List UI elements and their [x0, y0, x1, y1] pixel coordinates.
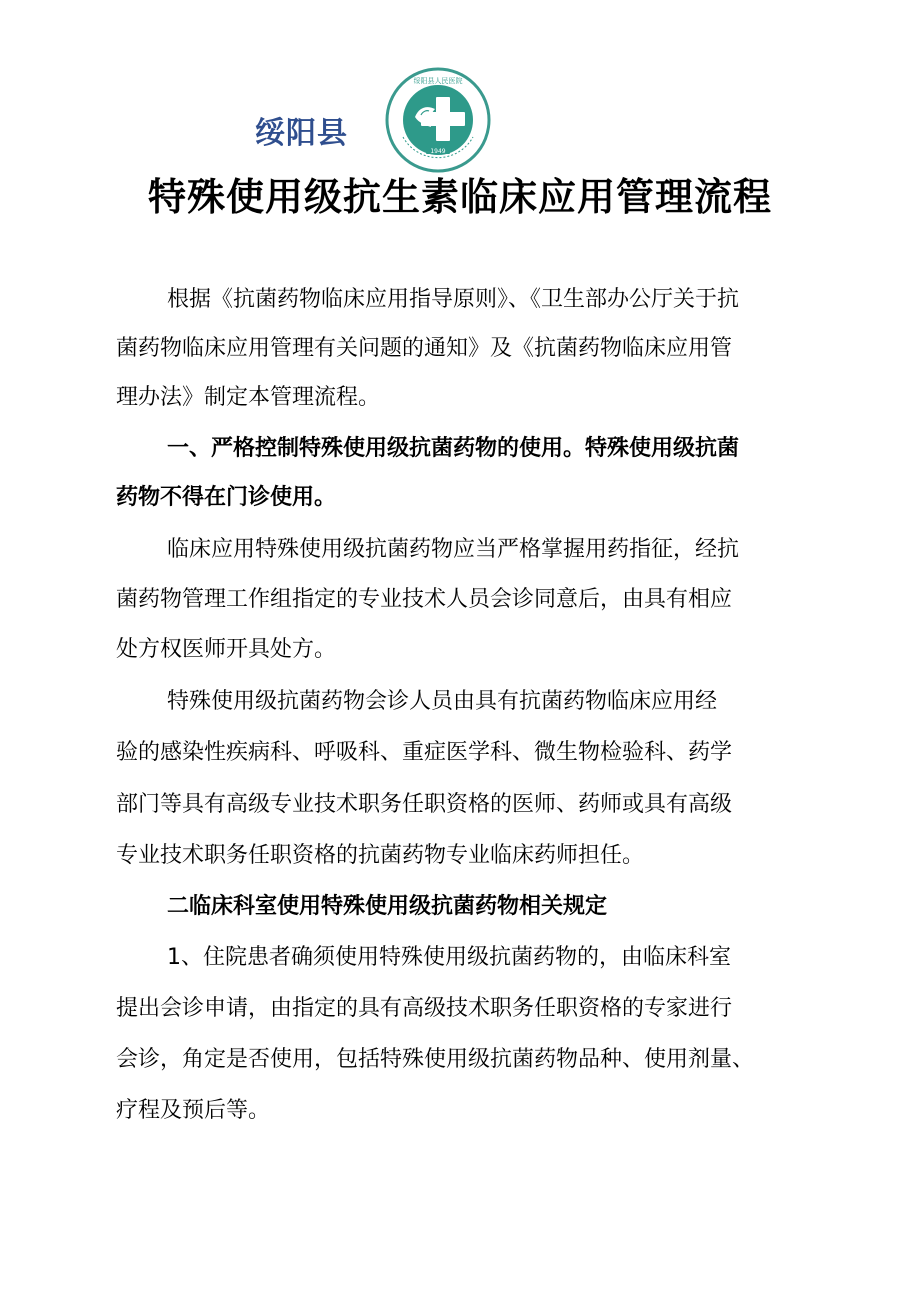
- body-line-10: 验的感染性疾病科、呼吸科、重症医学科、微生物检验科、药学: [116, 740, 733, 765]
- section-heading-1: 一、严格控制特殊使用级抗菌药物的使用。特殊使用级抗菌: [167, 436, 740, 461]
- body-line-6: 临床应用特殊使用级抗菌药物应当严格掌握用药指征，经抗: [167, 537, 740, 562]
- body-line-16: 会诊，角定是否使用，包括特殊使用级抗菌药物品种、使用剂量、: [116, 1047, 755, 1072]
- logo-text: 绥阳县人民医院: [413, 77, 463, 85]
- body-line-15: 提出会诊申请，由指定的具有高级技术职务任职资格的专家进行: [116, 996, 733, 1021]
- body-line-3: 理办法》制定本管理流程。: [116, 385, 381, 410]
- body-line-1: 根据《抗菌药物临床应用指导原则》、《卫生部办公厅关于抗: [167, 287, 740, 312]
- document-title: 特殊使用级抗生素临床应用管理流程: [147, 175, 772, 219]
- body-line-8: 处方权医师开具处方。: [116, 637, 337, 662]
- logo-year: 1949: [430, 148, 446, 155]
- body-line-2: 菌药物临床应用管理有关问题的通知》及《抗菌药物临床应用管: [116, 336, 733, 361]
- body-line-17: 疗程及预后等。: [116, 1098, 271, 1123]
- body-line-14: 1、住院患者确须使用特殊使用级抗菌药物的，由临床科室: [167, 945, 731, 970]
- body-line-9: 特殊使用级抗菌药物会诊人员由具有抗菌药物临床应用经: [167, 689, 718, 714]
- county-name: 绥阳县: [255, 116, 348, 151]
- section-heading-2: 二临床科室使用特殊使用级抗菌药物相关规定: [167, 894, 608, 919]
- section-heading-1-cont: 药物不得在门诊使用。: [116, 485, 337, 510]
- body-line-11: 部门等具有高级专业技术职务任职资格的医师、药师或具有高级: [116, 792, 733, 817]
- hospital-logo: [385, 67, 491, 173]
- body-line-12: 专业技术职务任职资格的抗菌药物专业临床药师担任。: [116, 843, 645, 868]
- body-line-7: 菌药物管理工作组指定的专业技术人员会诊同意后，由具有相应: [116, 587, 733, 612]
